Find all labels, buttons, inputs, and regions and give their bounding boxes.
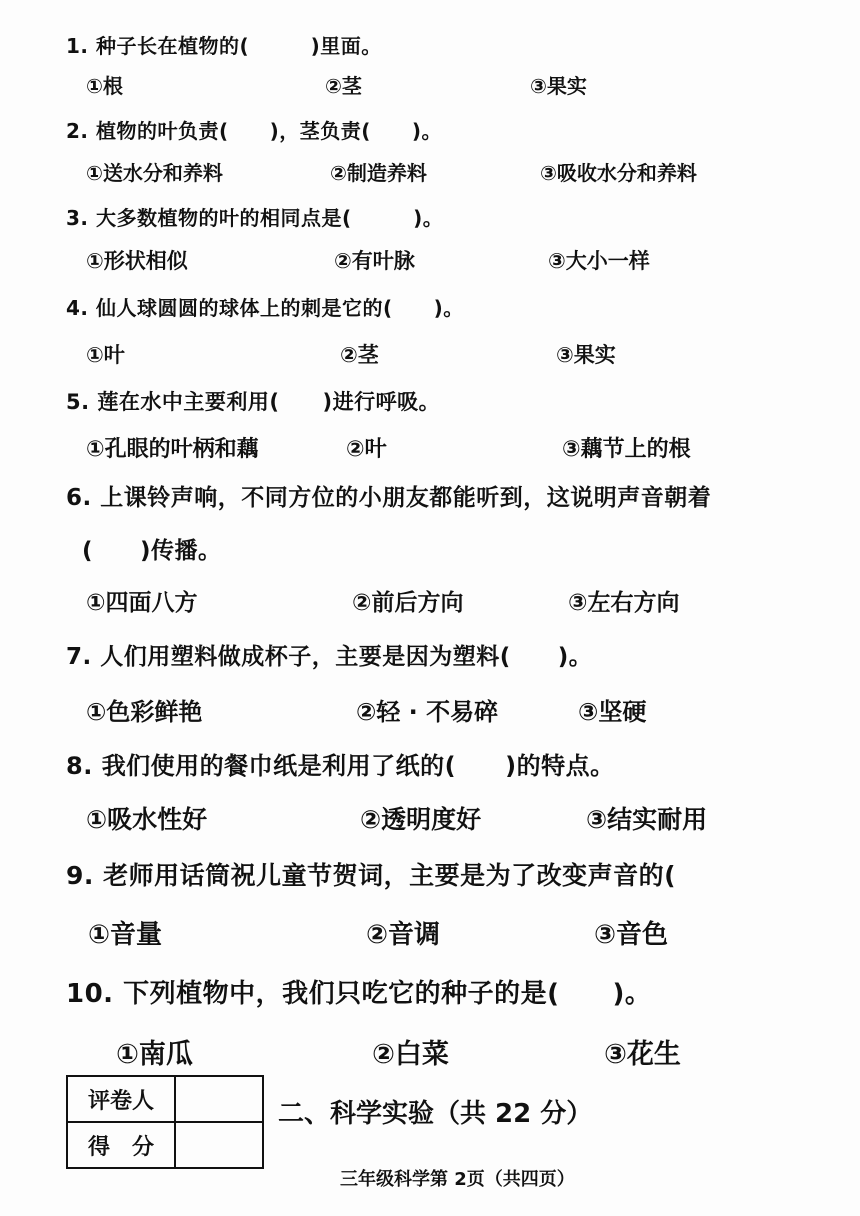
option-5-3: ③藕节上的根	[562, 437, 691, 462]
question-5	[66, 386, 440, 416]
question-text: 植物的叶负责( )，茎负责( )。	[95, 119, 443, 143]
option-5-2: ②叶	[346, 437, 387, 462]
option-9-2: ②音调	[366, 920, 441, 950]
question-number: 10.	[66, 979, 114, 1009]
option-5-1: ①孔眼的叶柄和藕	[86, 437, 259, 462]
option-8-1: ①吸水性好	[86, 805, 208, 834]
option-9-3: ③音色	[594, 920, 669, 950]
question-number: 2.	[66, 119, 89, 143]
question-3	[66, 202, 443, 231]
grader-field[interactable]	[175, 1076, 263, 1122]
option-2-3: ③吸收水分和养料	[540, 161, 697, 185]
option-9-1: ①音量	[88, 920, 163, 950]
question-text: 人们用塑料做成杯子，主要是因为塑料( )。	[100, 644, 593, 670]
score-label: 得 分	[67, 1122, 175, 1168]
option-1-3: ③果实	[530, 74, 587, 98]
option-4-3: ③果实	[556, 343, 616, 367]
option-2-1: ①送水分和养料	[86, 161, 223, 185]
question-number: 8.	[66, 752, 93, 780]
question-1	[66, 30, 382, 59]
question-number: 3.	[66, 206, 89, 230]
question-number: 5.	[66, 390, 90, 414]
question-text: 莲在水中主要利用( )进行呼吸。	[97, 390, 441, 414]
option-2-2: ②制造养料	[330, 161, 427, 185]
section-title: 二、科学实验（共 22 分）	[278, 1099, 593, 1129]
question-6	[66, 479, 711, 512]
option-8-3: ③结实耐用	[586, 805, 708, 834]
option-6-2: ②前后方向	[352, 590, 464, 616]
question-4	[66, 292, 464, 321]
question-text: 仙人球圆圆的球体上的刺是它的( )。	[95, 296, 464, 320]
score-field[interactable]	[175, 1122, 263, 1168]
option-7-2: ②轻 · 不易碎	[356, 698, 499, 726]
option-1-2: ②茎	[325, 74, 362, 98]
question-number: 9.	[66, 861, 94, 890]
grader-label: 评卷人	[67, 1076, 175, 1122]
question-text: 我们使用的餐巾纸是利用了纸的( )的特点。	[101, 752, 615, 780]
question-number: 7.	[66, 644, 92, 670]
question-8	[66, 746, 615, 781]
option-4-2: ②茎	[340, 343, 379, 367]
question-9	[66, 856, 676, 892]
question-number: 1.	[66, 34, 89, 58]
option-1-1: ①根	[86, 74, 123, 98]
question-text: 大多数植物的叶的相同点是( )。	[95, 206, 444, 230]
option-3-1: ①形状相似	[86, 249, 188, 273]
question-number: 4.	[66, 296, 89, 320]
score-table	[66, 1075, 264, 1169]
option-10-3: ③花生	[604, 1039, 681, 1070]
option-3-2: ②有叶脉	[334, 249, 415, 273]
option-10-1: ①南瓜	[116, 1039, 193, 1070]
option-4-1: ①叶	[86, 343, 125, 367]
question-7	[66, 638, 592, 671]
question-2	[66, 115, 442, 144]
option-10-2: ②白菜	[372, 1039, 449, 1070]
question-6-continuation: ( )传播。	[82, 538, 222, 564]
option-6-1: ①四面八方	[86, 590, 198, 616]
question-10	[66, 973, 651, 1010]
page-footer: 三年级科学第 2页（共四页）	[340, 1169, 575, 1190]
option-8-2: ②透明度好	[360, 805, 482, 834]
option-7-3: ③坚硬	[578, 698, 647, 726]
question-text: 上课铃声响，不同方位的小朋友都能听到，这说明声音朝着	[100, 485, 712, 511]
question-text: 种子长在植物的( )里面。	[95, 34, 382, 58]
question-number: 6.	[66, 485, 92, 511]
option-7-1: ①色彩鲜艳	[86, 698, 203, 726]
option-6-3: ③左右方向	[568, 590, 680, 616]
option-3-3: ③大小一样	[548, 249, 650, 273]
question-text: 老师用话筒祝儿童节贺词，主要是为了改变声音的(	[103, 861, 677, 890]
question-text: 下列植物中，我们只吃它的种子的是( )。	[123, 979, 652, 1009]
